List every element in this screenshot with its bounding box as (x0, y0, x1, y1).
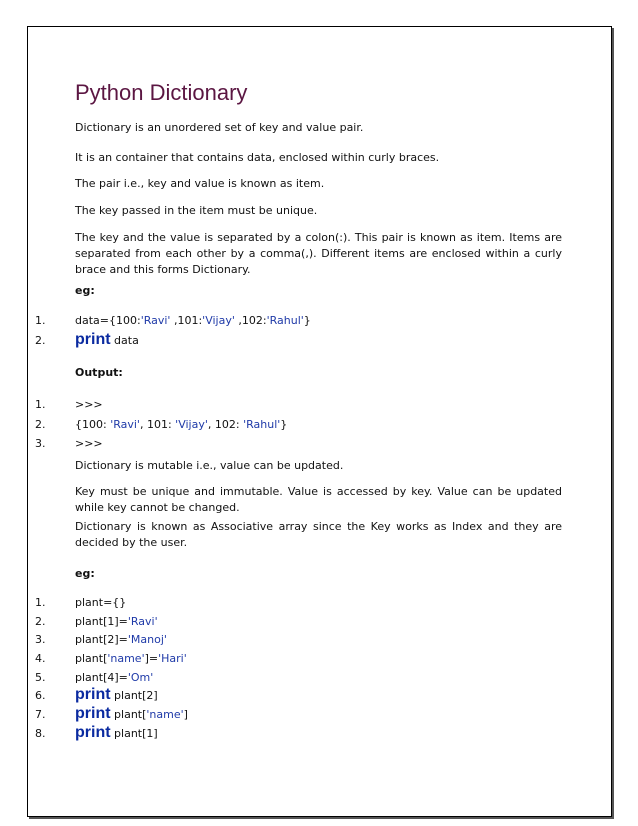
string-token: 'Vijay' (202, 314, 235, 327)
line-number: 6. (35, 689, 46, 702)
code-text (75, 724, 158, 742)
paragraph-unordered-set: Dictionary is an unordered set of key and value pair. (75, 121, 364, 134)
line-number: 1. (35, 398, 46, 411)
line-number: 2. (35, 615, 46, 628)
line-number: 1. (35, 314, 46, 327)
string-token: 'name' (107, 652, 145, 665)
paragraph-unique-key: The key passed in the item must be unique. (75, 204, 318, 217)
output-line-3 (35, 437, 595, 450)
string-token: 'Hari' (158, 652, 187, 665)
code-token: data (110, 334, 139, 347)
code-token: } (303, 314, 311, 327)
code-text (75, 314, 311, 327)
paragraph-colon-separator: The key and the value is separated by a colon(:). This pair is known as item. Items are separated from each other by a comma(,). Different items are enclosed within a curly brace and this forms Dictionary. (75, 231, 562, 276)
line-number: 2. (35, 334, 46, 347)
code-token: >>> (75, 398, 103, 411)
code-token: plant[1]= (75, 615, 128, 628)
code-token: } (280, 418, 288, 431)
code-token: plant[2] (110, 689, 158, 702)
code2-line-1 (35, 596, 595, 609)
line-number: 2. (35, 418, 46, 431)
code-token: plant[ (75, 652, 108, 665)
paragraph-associative-array: Dictionary is known as Associative array since the Key works as Index and they are decided by the user. (75, 520, 562, 549)
output-label: Output: (75, 366, 123, 379)
code-token: data={100: (75, 314, 141, 327)
paragraph-immutable-key: Key must be unique and immutable. Value is accessed by key. Value can be updated while key cannot be changed. (75, 485, 562, 514)
code-token: plant[4]= (75, 671, 128, 684)
eg-label: eg: (75, 284, 95, 297)
code-text (75, 705, 188, 723)
code-token: plant={} (75, 596, 127, 609)
code-text (75, 615, 158, 628)
code-text (75, 418, 287, 431)
keyword-token: print (75, 705, 111, 722)
code-text (75, 671, 153, 684)
code-text (75, 686, 158, 704)
code-text (75, 437, 103, 450)
output-line-1 (35, 398, 595, 411)
string-token: 'Ravi' (110, 418, 140, 431)
code2-line-8 (35, 724, 595, 742)
code-text (75, 633, 167, 646)
string-token: 'Rahul' (266, 314, 304, 327)
code-text (75, 331, 139, 349)
code-token: ,102: (234, 314, 267, 327)
code-text (75, 398, 103, 411)
code2-line-7 (35, 705, 595, 723)
string-token: 'Vijay' (175, 418, 208, 431)
code-token: ]= (144, 652, 159, 665)
code-token: plant[ (110, 708, 147, 721)
paragraph-item: The pair i.e., key and value is known as item. (75, 177, 325, 190)
paragraph-mutable: Dictionary is mutable i.e., value can be updated. (75, 459, 344, 472)
line-number: 8. (35, 727, 46, 740)
output-line-2 (35, 418, 595, 431)
code2-line-6 (35, 686, 595, 704)
code-line-2 (35, 331, 595, 349)
string-token: 'Rahul' (243, 418, 281, 431)
string-token: 'Manoj' (127, 633, 167, 646)
code-text (75, 596, 126, 609)
line-number: 5. (35, 671, 46, 684)
code-token: plant[1] (110, 727, 158, 740)
keyword-token: print (75, 331, 111, 348)
code-token: ,101: (170, 314, 203, 327)
code-line-1 (35, 314, 595, 327)
code-token: >>> (75, 437, 103, 450)
code-text (75, 652, 187, 665)
line-number: 3. (35, 633, 46, 646)
keyword-token: print (75, 686, 111, 703)
code2-line-5 (35, 671, 595, 684)
code-token: plant[2]= (75, 633, 128, 646)
code-token: , 102: (207, 418, 244, 431)
code-token: , 101: (139, 418, 176, 431)
string-token: 'Ravi' (140, 314, 171, 327)
string-token: 'Om' (127, 671, 154, 684)
page-title: Python Dictionary (75, 80, 248, 105)
keyword-token: print (75, 724, 111, 741)
code-token: {100: (75, 418, 111, 431)
string-token: 'name' (146, 708, 184, 721)
code2-line-2 (35, 615, 595, 628)
code-token: ] (183, 708, 188, 721)
line-number: 7. (35, 708, 46, 721)
string-token: 'Ravi' (127, 615, 158, 628)
code2-line-4 (35, 652, 595, 665)
paragraph-container: It is an container that contains data, enclosed within curly braces. (75, 151, 440, 164)
line-number: 1. (35, 596, 46, 609)
code2-line-3 (35, 633, 595, 646)
line-number: 4. (35, 652, 46, 665)
eg-label-2: eg: (75, 567, 95, 580)
line-number: 3. (35, 437, 46, 450)
